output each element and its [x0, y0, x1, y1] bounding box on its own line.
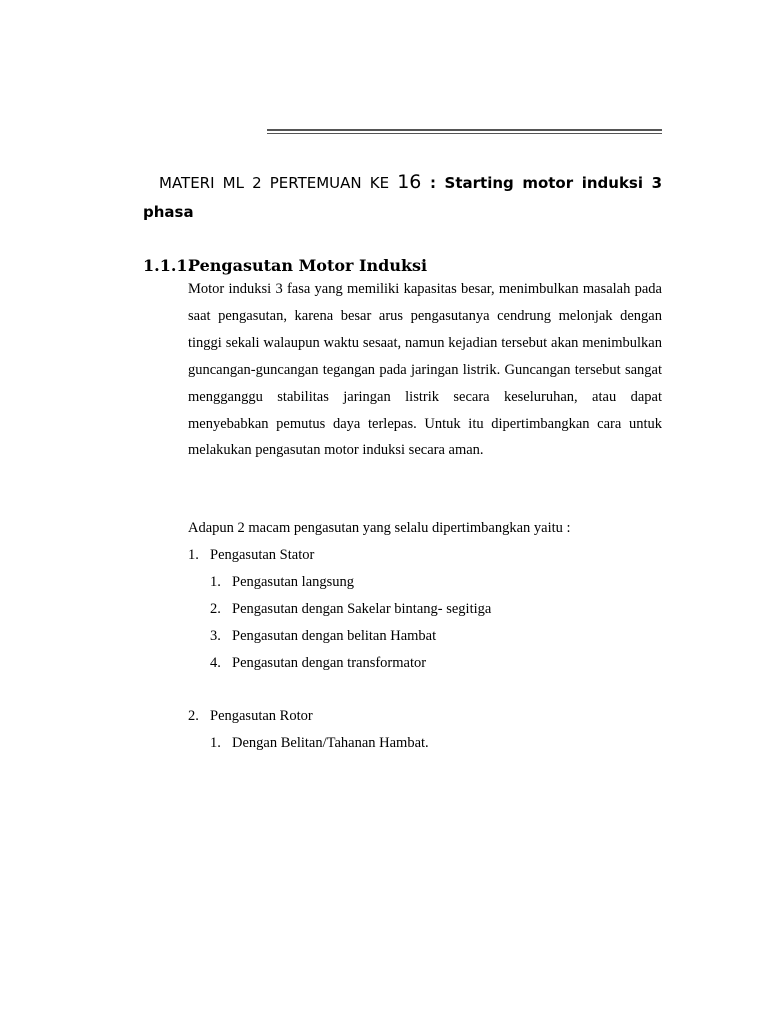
list-item-label: Pengasutan dengan transformator	[232, 655, 427, 671]
title-line-1	[143, 168, 662, 198]
list-item-rotor	[188, 703, 313, 730]
section-title: Pengasutan Motor Induksi	[188, 256, 428, 275]
sublist-item	[210, 623, 436, 650]
list-item-label: Pengasutan dengan belitan Hambat	[232, 628, 437, 644]
sublist-item	[210, 650, 426, 677]
list-marker: 2.	[188, 708, 199, 724]
list-marker: 1.	[210, 574, 221, 590]
section-heading	[143, 256, 427, 276]
list-item-label: Pengasutan dengan Sakelar bintang- segitiga	[232, 601, 492, 617]
list-intro-paragraph: Adapun 2 macam pengasutan yang selalu dipertimbangkan yaitu :	[188, 520, 571, 536]
title-topic: Starting motor induksi 3	[444, 174, 663, 192]
meeting-number: 16	[397, 171, 422, 193]
intro-paragraph: Motor induksi 3 fasa yang memiliki kapasitas besar, menimbulkan masalah pada saat pengasutan, karena besar arus pengasutanya cendrung melonjak dengan tinggi sekali walaupun waktu sesaat, namun kejadian tersebut akan menimbulkan guncangan-guncangan tegangan pada jaringan listrik. Guncangan tersebut sangat mengganggu stabilitas jaringan listrik secara keseluruhan, atau dapat menyebabkan pemutus daya terlepas. Untuk itu dipertimbangkan cara untuk melakukan pengasutan motor induksi secara aman.	[188, 281, 662, 459]
list-item-label: Pengasutan Stator	[210, 547, 315, 563]
list-item-label: Pengasutan langsung	[232, 574, 355, 590]
list-item-label: Pengasutan Rotor	[210, 708, 313, 724]
list-item-stator	[188, 542, 314, 569]
title-separator: :	[421, 174, 445, 192]
sublist-item	[210, 596, 491, 623]
list-marker: 1.	[188, 547, 199, 563]
list-marker: 4.	[210, 655, 221, 671]
section-number: 1.1.1.	[143, 256, 194, 275]
document-title	[143, 168, 662, 227]
list-marker: 1.	[210, 735, 221, 751]
list-item-label: Dengan Belitan/Tahanan Hambat.	[232, 735, 429, 751]
title-prefix: MATERI ML 2 PERTEMUAN KE	[159, 174, 398, 192]
sublist-item	[210, 569, 354, 596]
header-rule	[267, 129, 662, 134]
list-marker: 2.	[210, 601, 221, 617]
sublist-item	[210, 730, 429, 757]
list-marker: 3.	[210, 628, 221, 644]
title-continuation: phasa	[143, 203, 194, 221]
